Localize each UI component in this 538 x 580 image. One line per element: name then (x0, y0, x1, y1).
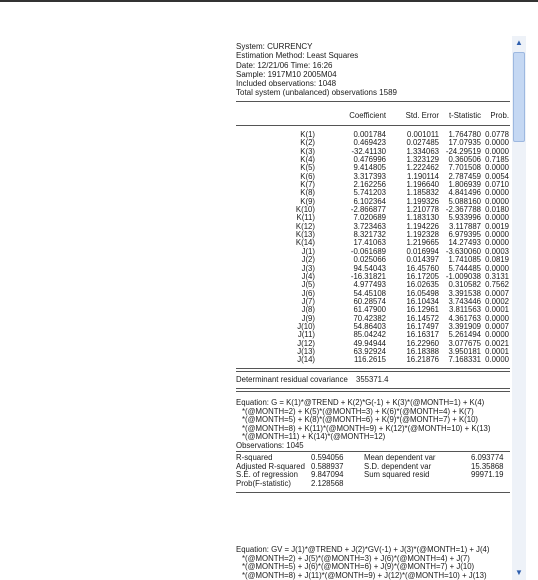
regression-stats (236, 453, 510, 487)
equation-line: *(@MONTH=8) + K(11)*(@MONTH=9) + K(12)*(@MONTH=10) + K(13) (242, 423, 491, 433)
table-row: K(6) 3.317393 1.190114 2.787459 0.0054 (300, 171, 509, 181)
determinant-label: Determinant residual covariance (236, 375, 348, 384)
equation-line: *(@MONTH=2) + K(5)*(@MONTH=3) + K(6)*(@MONTH=4) + K(7) (242, 406, 474, 416)
table-row: J(4) -16.31821 16.17205 -1.009038 0.3131 (301, 271, 509, 281)
divider (236, 388, 510, 389)
vertical-scrollbar[interactable] (512, 36, 526, 580)
window-top-border (0, 0, 538, 2)
divider (236, 368, 510, 369)
table-row: J(9) 70.42382 16.14572 4.361763 0.0000 (301, 313, 509, 323)
divider (236, 101, 510, 102)
column-header: Prob. (490, 111, 509, 120)
scroll-thumb[interactable] (513, 52, 525, 142)
equation-line: *(@MONTH=8) + J(11)*(@MONTH=9) + J(12)*(@MONTH=10) + J(13) (242, 570, 487, 580)
table-row: K(10) -2.866877 1.210778 -2.367788 0.0180 (295, 205, 509, 215)
equation-observations: Observations: 1045 (236, 440, 304, 450)
date-time: Date: 12/21/06 Time: 16:26 (236, 60, 333, 70)
table-row: J(13) 63.92924 16.18388 3.950181 0.0001 (297, 346, 509, 356)
table-row: K(3) -32.41130 1.334063 -24.29519 0.0000 (300, 146, 509, 156)
stats-row: R-squared 0.594056 Mean dependent var 6.093774 (236, 453, 504, 462)
divider (236, 125, 510, 126)
table-row: K(2) 0.469423 0.027485 17.07935 0.0000 (300, 138, 509, 148)
divider (236, 451, 510, 452)
system-name: System: CURRENCY (236, 42, 313, 51)
table-row: J(8) 61.47900 16.12961 3.811563 0.0001 (301, 305, 509, 315)
table-row: K(7) 2.162256 1.196640 1.806939 0.0710 (300, 180, 509, 190)
sample-range: Sample: 1917M10 2005M04 (236, 69, 337, 79)
divider (236, 492, 510, 493)
determinant-value: 355371.4 (356, 375, 389, 384)
equation-line: Equation: G = K(1)*@TREND + K(2)*G(-1) + K(3)*(@MONTH=1) + K(4) (236, 398, 485, 407)
table-row: K(4) 0.476996 1.323129 0.360506 0.7185 (300, 155, 509, 165)
table-row: J(11) 85.04242 16.16317 5.261494 0.0000 (297, 330, 509, 340)
column-header: Std. Error (405, 111, 439, 120)
coefficient-table (236, 130, 510, 364)
table-row: K(5) 9.414805 1.222462 7.701508 0.0000 (300, 163, 509, 173)
column-header: Coefficient (349, 111, 386, 120)
total-observations: Total system (unbalanced) observations 1589 (236, 88, 397, 98)
table-row: J(14) 116.2615 16.21876 7.168331 0.0000 (297, 355, 509, 365)
stats-row: Adjusted R-squared 0.588937 S.D. dependent var 15.35868 (236, 461, 504, 471)
equation-line: *(@MONTH=11) + K(14)*(@MONTH=12) (242, 432, 386, 442)
equation-2 (236, 546, 510, 580)
equation-line: *(@MONTH=5) + J(6)*(@MONTH=6) + J(9)*(@MONTH=7) + J(10) (242, 562, 475, 572)
table-row: J(2) 0.025066 0.014397 1.741085 0.0819 (301, 255, 509, 265)
table-row: K(12) 3.723463 1.194226 3.117887 0.0019 (295, 221, 509, 231)
table-row: K(1) 0.001784 0.001011 1.764780 0.0778 (300, 130, 509, 139)
equation-line: Equation: GV = J(1)*@TREND + J(2)*GV(-1) + J(3)*(@MONTH=1) + J(4) (236, 545, 490, 554)
header-block (236, 42, 397, 98)
stats-row: Prob(F-statistic) 2.128568 (236, 478, 344, 488)
stats-row: S.E. of regression 9.847094 Sum squared resid 99971.19 (236, 470, 504, 480)
estimation-output (236, 36, 510, 580)
table-row: K(9) 6.102364 1.199326 5.088160 0.0000 (300, 196, 509, 206)
table-row: J(3) 94.54043 16.45760 5.744485 0.0000 (301, 263, 509, 273)
divider (236, 391, 510, 392)
table-row: K(11) 7.020689 1.183130 5.933996 0.0000 (296, 213, 509, 223)
scroll-down-icon[interactable]: ▼ (515, 568, 523, 577)
table-row: J(12) 49.94944 16.22960 3.077675 0.0021 (297, 338, 509, 348)
divider (236, 371, 510, 372)
estimation-method: Estimation Method: Least Squares (236, 51, 359, 61)
table-row: J(6) 54.45108 16.05498 3.391538 0.0007 (301, 288, 509, 298)
table-row: J(1) -0.061689 0.016994 -3.630060 0.0003 (301, 246, 509, 256)
table-header (236, 111, 510, 119)
equation-1 (236, 399, 510, 451)
included-observations: Included observations: 1048 (236, 79, 337, 89)
table-row: K(8) 5.741203 1.185832 4.841496 0.0000 (300, 188, 509, 198)
scroll-up-icon[interactable]: ▲ (515, 38, 523, 47)
table-row: K(14) 17.41063 1.219665 14.27493 0.0000 (295, 238, 509, 248)
table-row: K(13) 8.321732 1.192328 6.979395 0.0000 (295, 230, 509, 240)
table-row: J(5) 4.977493 16.02635 0.310582 0.7562 (301, 280, 509, 290)
table-row: J(10) 54.86403 16.17497 3.391909 0.0007 (297, 321, 509, 331)
column-header: t-Statistic (448, 111, 481, 120)
equation-line: *(@MONTH=5) + K(8)*(@MONTH=6) + K(9)*(@MONTH=7) + K(10) (242, 415, 479, 425)
table-row: J(7) 60.28574 16.10434 3.743446 0.0002 (301, 296, 509, 306)
equation-line: *(@MONTH=2) + J(5)*(@MONTH=3) + J(6)*(@MONTH=4) + J(7) (242, 553, 470, 563)
